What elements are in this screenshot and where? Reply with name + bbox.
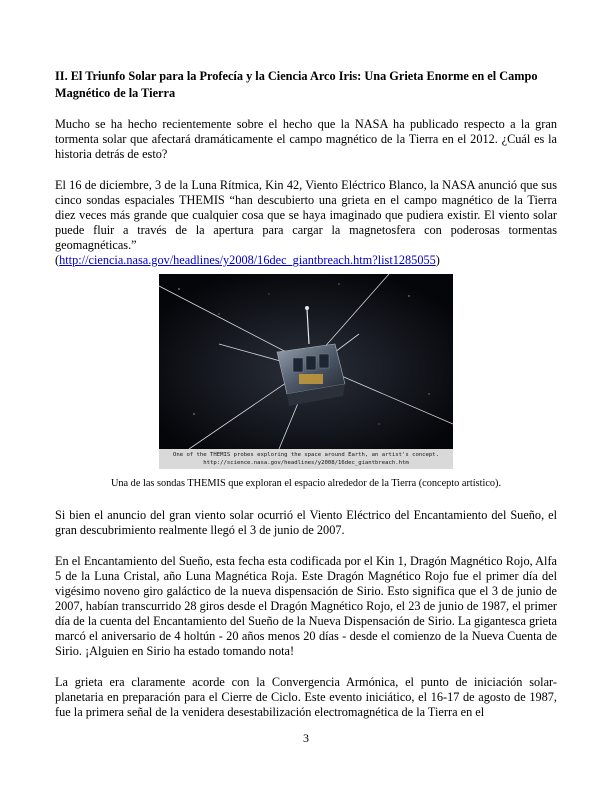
link-close-paren: ) — [435, 253, 440, 267]
section-title: II. El Triunfo Solar para la Profecía y la Ciencia Arco Iris: Una Grieta Enorme en el Campo Magnético de la Tierra — [55, 69, 538, 100]
paragraph-5: La grieta era claramente acorde con la Convergencia Armónica, el punto de iniciación solar-planetaria en preparación para el Cierre de Ciclo. Este evento iniciático, el 16-17 de agosto de 1987, fue la primera señal de la venidera desestabilización electromagnética de la Tierra en el — [55, 675, 557, 719]
themis-probe-image — [159, 274, 453, 469]
source-link-line — [55, 253, 557, 268]
source-link[interactable]: http://ciencia.nasa.gov/headlines/y2008/16dec_giantbreach.htm?list1285055 — [59, 253, 436, 267]
themis-probe-illustration — [159, 274, 453, 449]
page-number: 3 — [303, 731, 309, 745]
image-caption-url: http://science.nasa.gov/headlines/y2008/16dec_giantbreach.htm — [203, 460, 409, 466]
image-inner-caption — [159, 449, 453, 469]
link-open-paren: ( — [55, 253, 60, 267]
paragraph-4: En el Encantamiento del Sueño, esta fecha esta codificada por el Kin 1, Dragón Magnético Rojo, Alfa 5 de la Luna Cristal, año Luna Magnética Roja. Este Dragón Magnético Rojo fue el primer día del vigésimo noveno giro galáctico de la nueva dispensación de Sirio. Esto significa que el 3 de junio de 2007, habían transcurrido 28 giros desde el Dragón Magnético Rojo, el 23 de junio de 1987, el primer día de la cuenta del Encantamiento del Sueño de la Nueva Dispensación de Sirio. La gigantesca grieta marcó el aniversario de 4 holtún - 20 años menos 20 días - desde el comienzo de la Nueva Cuenta de Sirio. ¡Alguien en Sirio ha estado tomando nota! — [55, 554, 557, 658]
paragraph-2-text: El 16 de diciembre, 3 de la Luna Rítmica, Kin 42, Viento Eléctrico Blanco, la NASA anunció que sus cinco sondas espaciales THEMIS “han descubierto una grieta en el campo magnético de la Tierra diez veces más grande que cualquier cosa que se haya imaginado que pudiera existir. El viento solar puede fluir a través de la apertura para cargar la magnetosfera con poderosas tormentas geomagnéticas.” — [55, 178, 557, 252]
image-caption-line-1: One of the THEMIS probes exploring the space around Earth, an artist's concept. — [172, 452, 440, 458]
paragraph-1: Mucho se ha hecho recientemente sobre el hecho que la NASA ha publicado respecto a la gran tormenta solar que afectará dramáticamente el campo magnético de la Tierra en el 2012. ¿Cuál es la historia detrás de esto? — [55, 117, 557, 161]
paragraph-2 — [55, 178, 557, 268]
figure-caption: Una de las sondas THEMIS que exploran el espacio alrededor de la Tierra (concepto artístico). — [110, 478, 502, 489]
document-page — [55, 68, 557, 720]
paragraph-3: Si bien el anuncio del gran viento solar ocurrió el Viento Eléctrico del Encantamiento del Sueño, el gran descubrimiento realmente llegó el 3 de junio de 2007. — [55, 508, 557, 537]
